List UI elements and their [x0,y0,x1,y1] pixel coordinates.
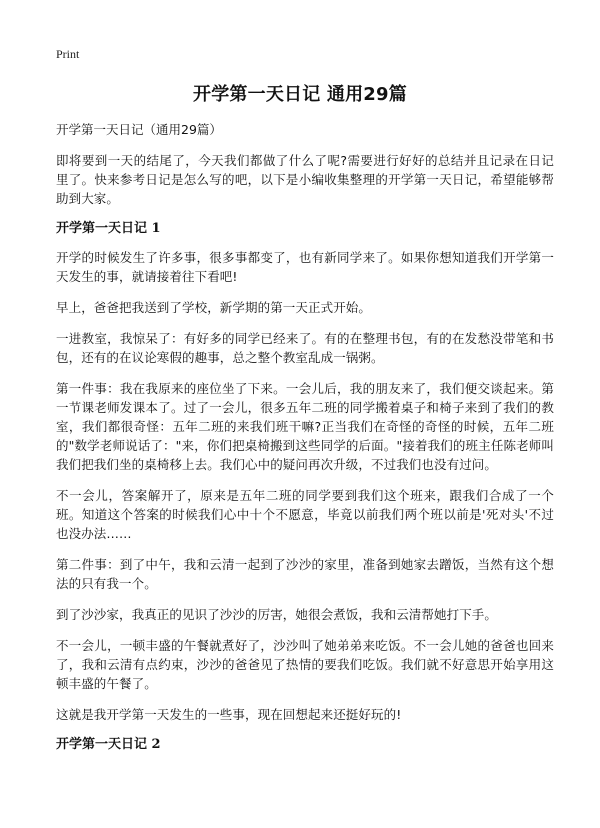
section-1-paragraph-5: 不一会儿，答案解开了，原来是五年二班的同学要到我们这个班来，跟我们合成了一个班。知道这个答案的时候我们心中十个不愿意，毕竟以前我们两个班以前是'死对头'不过也没办法…… [56,488,554,541]
section-1-paragraph-2: 早上，爸爸把我送到了学校，新学期的第一天正式开始。 [56,300,372,315]
section-1-paragraph-3: 一进教室，我惊呆了：有好多的同学已经来了。有的在整理书包，有的在发愁没带笔和书包，还有的在议论寒假的趣事，总之整个教室乱成一锅粥。 [56,331,554,365]
section-1-paragraph-7: 到了沙沙家，我真正的见识了沙沙的厉害，她很会煮饭，我和云清帮她打下手。 [56,607,498,622]
document-subtitle: 开学第一天日记（通用29篇） [56,122,222,137]
intro-paragraph: 即将要到一天的结尾了，今天我们都做了什么了呢?需要进行好好的总结并且记录在日记里了。快来参考日记是怎么写的吧，以下是小编收集整理的开学第一天日记，希望能够帮助到大家。 [56,153,554,206]
section-1-paragraph-4: 第一件事：我在我原来的座位坐了下来。一会儿后，我的朋友来了，我们便交谈起来。第一节课老师发课本了。过了一会儿，很多五年二班的同学搬着桌子和椅子来到了我们的教室，我们都很奇怪：五年二班的来我们班干嘛?正当我们在奇怪的奇怪的时候，五年二班的"数学老师说话了："来，你们把桌椅搬到这些同学的后面。"接着我们的班主任陈老师叫我们把我们坐的桌椅移上去。我们心中的疑问再次升级，不过我们也没有过问。 [56,381,554,472]
document-body [56,151,554,764]
page-title: 开学第一天日记 通用29篇 [193,84,407,105]
section-1-paragraph-8: 不一会儿，一顿丰盛的午餐就煮好了，沙沙叫了她弟弟来吃饭。不一会儿她的爸爸也回来了，我和云清有点约束，沙沙的爸爸见了热情的要我们吃饭。我们就不好意思开始享用这顿丰盛的午餐了。 [56,638,554,691]
section-heading-1: 开学第一天日记 1 [56,221,161,236]
section-1-paragraph-9: 这就是我开学第一天发生的一些事，现在回想起来还挺好玩的! [56,707,402,722]
print-label: Print [56,47,80,61]
section-1-paragraph-1: 开学的时候发生了许多事，很多事都变了，也有新同学来了。如果你想知道我们开学第一天发生的事，就请接着往下看吧! [56,250,554,284]
section-heading-2: 开学第一天日记 2 [56,737,161,752]
section-1-paragraph-6: 第二件事：到了中午，我和云清一起到了沙沙的家里，准备到她家去蹭饭，当然有这个想法的只有我一个。 [56,557,554,591]
